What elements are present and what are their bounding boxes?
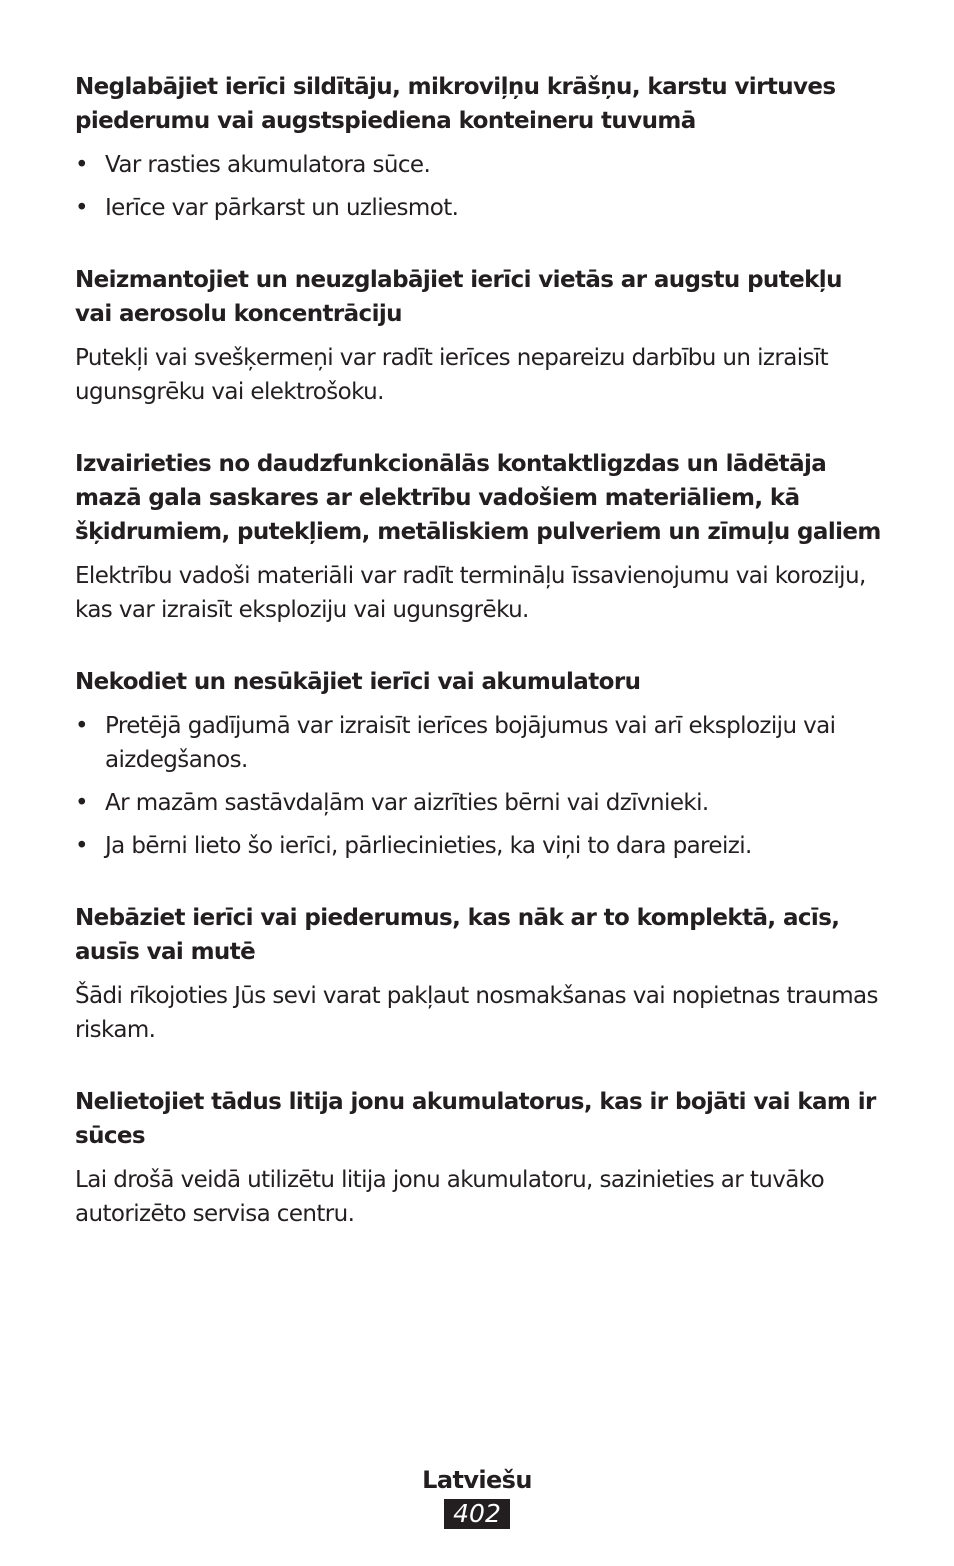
- section-heading: Izvairieties no daudzfunkcionālās kontaktligzdas un lādētāja mazā gala saskares ar elektrību vadošiem materiāliem, kā šķidrumiem, putekļiem, metāliskiem pulveriem un zīmuļu galiem: [75, 451, 881, 545]
- bullet-icon: •: [75, 152, 88, 178]
- bullet-icon: •: [75, 713, 88, 739]
- list-item: • Ar mazām sastāvdaļām var aizrīties bērni vai dzīvnieki.: [75, 786, 885, 820]
- section-dust-aerosol: [75, 263, 885, 409]
- list-item: • Ja bērni lieto šo ierīci, pārliecinieties, ka viņi to dara pareizi.: [75, 829, 885, 863]
- bullet-icon: •: [75, 833, 88, 859]
- section-heading: Nekodiet un nesūkājiet ierīci vai akumulatoru: [75, 669, 641, 695]
- list-item: • Var rasties akumulatora sūce.: [75, 148, 885, 182]
- section-damaged-batteries: [75, 1085, 885, 1231]
- bullet-list: [75, 148, 885, 225]
- section-eyes-ears-mouth: [75, 901, 885, 1047]
- section-heading: Nelietojiet tādus litija jonu akumulatorus, kas ir bojāti vai kam ir sūces: [75, 1089, 876, 1149]
- section-conductive-materials: [75, 447, 885, 627]
- page-footer: [0, 1463, 954, 1529]
- document-body: [75, 70, 885, 1269]
- section-text: Lai drošā veidā utilizētu litija jonu akumulatoru, sazinieties ar tuvāko autorizēto servisa centru.: [75, 1167, 825, 1227]
- section-text: Šādi rīkojoties Jūs sevi varat pakļaut nosmakšanas vai nopietnas traumas riskam.: [75, 983, 878, 1043]
- section-heading: Neglabājiet ierīci sildītāju, mikroviļņu krāšņu, karstu virtuves piederumu vai augstspiediena konteineru tuvumā: [75, 74, 836, 134]
- section-heading: Nebāziet ierīci vai piederumus, kas nāk ar to komplektā, acīs, ausīs vai mutē: [75, 905, 840, 965]
- section-text: Elektrību vadoši materiāli var radīt termināļu īssavienojumu vai koroziju, kas var izraisīt eksploziju vai ugunsgrēku.: [75, 563, 866, 623]
- section-heat-sources: [75, 70, 885, 225]
- list-item: • Ierīce var pārkarst un uzliesmot.: [75, 191, 885, 225]
- section-heading: Neizmantojiet un neuzglabājiet ierīci vietās ar augstu putekļu vai aerosolu koncentrāciju: [75, 267, 842, 327]
- list-item: • Pretējā gadījumā var izraisīt ierīces bojājumus vai arī eksploziju vai aizdegšanos.: [75, 709, 885, 777]
- bullet-icon: •: [75, 790, 88, 816]
- bullet-list: [75, 709, 885, 863]
- section-biting: [75, 665, 885, 863]
- footer-language: Latviešu: [422, 1466, 532, 1494]
- page-number: 402: [444, 1499, 510, 1529]
- section-text: Putekļi vai svešķermeņi var radīt ierīces nepareizu darbību un izraisīt ugunsgrēku vai elektrošoku.: [75, 345, 829, 405]
- bullet-icon: •: [75, 195, 88, 221]
